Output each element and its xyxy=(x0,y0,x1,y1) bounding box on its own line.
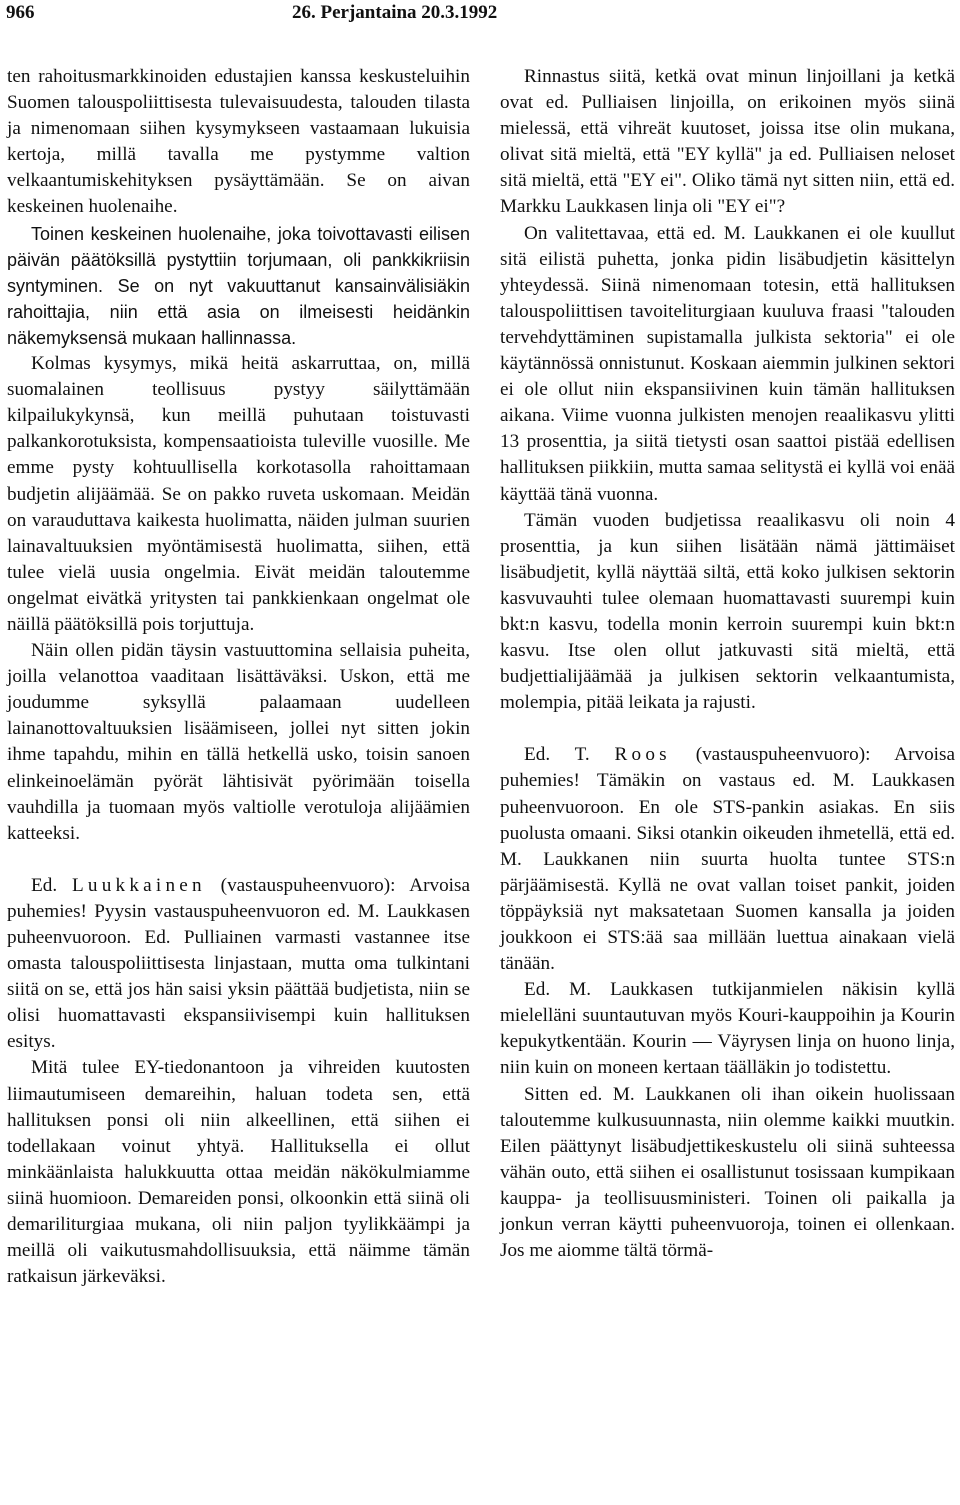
speech-paragraph xyxy=(7,873,470,1056)
paragraph: Näin ollen pidän täysin vastuuttomina sellaisia puheita, joilla velanottoa vaaditaan lisättäväksi. Uskon, että me joudumme syksyllä palaamaan uudelleen lainanottovaltuuksien lisäämiseen, jollei nyt sitten jokin ihme tapahdu, mihin en tällä hetkellä usko, toisin sanoen elinkeinoelämän pyörät lähtisivät pyörimään toisella vauhdilla ja tuomaan myös valtiolle verotuloja alijäämien katteeksi. xyxy=(7,640,470,844)
speaker-prefix: Ed. xyxy=(31,874,72,896)
speech-paragraph xyxy=(500,742,955,977)
paragraph: Sitten ed. M. Laukkanen oli ihan oikein huolissaan taloutemme kulkusuunnasta, niin olemme kaikki muutkin. Eilen päättynyt lisäbudjettikeskustelu oli siinä suhteessa vähän outo, että siihen ei osallistunut tosissaan kumpikaan kauppa- ja teollisuusministeri. Toinen oli paikalla ja jonkun verran käytti puheenvuoroja, toinen ei ollenkaan. Jos me aiomme tältä törmä- xyxy=(500,1083,955,1262)
paragraph: Rinnastus siitä, ketkä ovat minun linjoillani ja ketkä ovat ed. Pulliaisen linjoilla, on erikoinen myös siinä mielessä, että vihreät kuutoset, joissa itse olin mukana, olivat sitä mieltä, että "EY kyllä" ja ed. Pulliaisen neloset sitä mieltä, että "EY ei". Oliko tämä nyt sitten niin, että ed. Markku Laukkasen linja oli "EY ei"? xyxy=(500,66,955,218)
paragraph: Ed. M. Laukkasen tutkijanmielen näkisin kyllä mielelläni suuntautuvan myös Kouri-kauppoihin ja Kourin kepukytkentään. Kourin — Väyrysen linja on huono linja, niin kuin on moneen kertaan täälläkin jo todistettu. xyxy=(500,979,955,1079)
paragraph: Mitä tulee EY-tiedonantoon ja vihreiden kuutosten liimautumiseen demareihin, haluan todeta sen, että hallituksen ponsi oli niin alkeellinen, että siihen ei todellakaan voinut yhtyä. Hallituksella ei ollut minkäänlaista halukkuutta ottaa meidän näkökulmiamme siinä huomioon. Demareiden ponsi, olkoonkin että siinä oli demariliturgiaa mukana, oli niin paljon tyylikkäämpi ja meillä oli vaikutusmahdollisuuksia, että näimme tämän ratkaisun järkeväksi. xyxy=(7,1057,470,1288)
left-column xyxy=(7,64,470,1290)
paragraph: Toinen keskeinen huolenaihe, joka toivottavasti eilisen päivän päätöksillä pystyttiin torjumaan, oli pankkikriisin syntyminen. Se on nyt vakuuttanut kansainvälisiäkin rahoittajia, niin että asia on ilmeisesti heidänkin näkemyksensä mukaan hallinnassa. xyxy=(7,223,470,348)
paragraph: Kolmas kysymys, mikä heitä askarruttaa, on, millä suomalainen teollisuus pystyy säilyttämään kilpailukykynsä, kun meillä puhutaan toistuvasti palkankorotuksista, kompensaatioista tuleville vuosille. Me emme pysty kohtuullisella korkotasolla rahoittamaan budjetin alijäämää. Se on pakko ruveta uskomaan. Meidän on varauduttava kaikesta huolimatta, näiden julman suurien lainavaltuuksien myöntämisestä huolimatta, siihen, että tulee vielä uusia ongelmia. Eivät meidän taloutemme ongelmat eivätkä yritysten tai pankkienkaan ongelmat ole näillä päätöksillä pois torjuttuja. xyxy=(7,353,470,635)
speech-text: (vastauspuheenvuoro): Arvoisa puhemies! Pyysin vastauspuheenvuoron ed. M. Laukkasen puheenvuoroon. Ed. Pulliainen varmasti vastannee itse omasta talouspoliittisesta linjastaan, mutta oma tulkintani siitä on se, että jos hän saisi yksin päättää budjetista, niin se olisi huomattavasti ekspansiivisempi kuin hallituksen esitys. xyxy=(7,874,470,1053)
paragraph: ten rahoitusmarkkinoiden edustajien kanssa keskusteluihin Suomen talouspoliittisesta tulevaisuudesta, talouden tilasta ja nimenomaan siihen kysymykseen vastaamaan lukuisia kertoja, millä tavalla me pystymme valtion velkaantumiskehityksen pysäyttämään. Se on aivan keskeinen huolenaihe. xyxy=(7,66,470,218)
speaker-name: Roos xyxy=(614,744,671,766)
speech-text: (vastauspuheenvuoro): Arvoisa puhemies! Tämäkin on vastaus ed. M. Laukkasen puheenvuoroon. En ole STS-pankin asiakas. En siis puolusta omaani. Siksi otankin oikeuden ihmetellä, että ed. M. Laukkanen niin suurta huolta tuntee STS:n pärjäämisestä. Kyllä ne ovat vallan toiset pankit, joiden töppäyksiä nyt maksatetaan Suomen kansalla ja joiden joukkoon ei STS:ää saa millään luettua ainakaan vielä tänään. xyxy=(500,744,955,975)
page-header xyxy=(6,2,946,32)
page-number: 966 xyxy=(6,2,35,23)
right-column xyxy=(500,64,955,1264)
paragraph: Tämän vuoden budjetissa reaalikasvu oli noin 4 prosenttia, ja kun siihen lisätään nämä jättimäiset lisäbudjetit, kyllä näyttää siltä, että koko julkisen sektorin kasvuvauhti tulee olemaan huomattavasti suurempi kuin bkt:n kasvu, todella monin kerroin suurempi kuin bkt:n kasvu. Itse olen ollut jatkuvasti sitä mieltä, että budjettialijäämää ja julkisen sektorin velkaantumista, molempia, pitää leikata ja rajusti. xyxy=(500,509,955,714)
speaker-name: Luukkainen xyxy=(71,874,206,896)
paragraph: On valitettavaa, että ed. M. Laukkanen ei ole kuullut sitä eilistä puhetta, jonka pidin lisäbudjetin käsittelyn yhteydessä. Siinä nimenomaan totesin, että hallituksen talouspoliittisen tavoiteliturgiaan kuuluva fraasi "talouden tervehdyttäminen supistamalla julkista sektoria" ei ole käytännössä onnistunut. Koskaan aiemmin julkinen sektori ei ole ollut niin ekspansiivinen kuin tämän hallituksen aikana. Viime vuonna julkisten menojen reaalikasvu ylitti 13 prosenttia, ja siitä tietysti osan saattoi pistää edellisen hallituksen piikkiin, mutta samaa selitystä ei kyllä voi enää käyttää tänä vuonna. xyxy=(500,222,955,505)
running-title: 26. Perjantaina 20.3.1992 xyxy=(292,2,498,23)
speaker-prefix: Ed. T. xyxy=(524,744,615,766)
